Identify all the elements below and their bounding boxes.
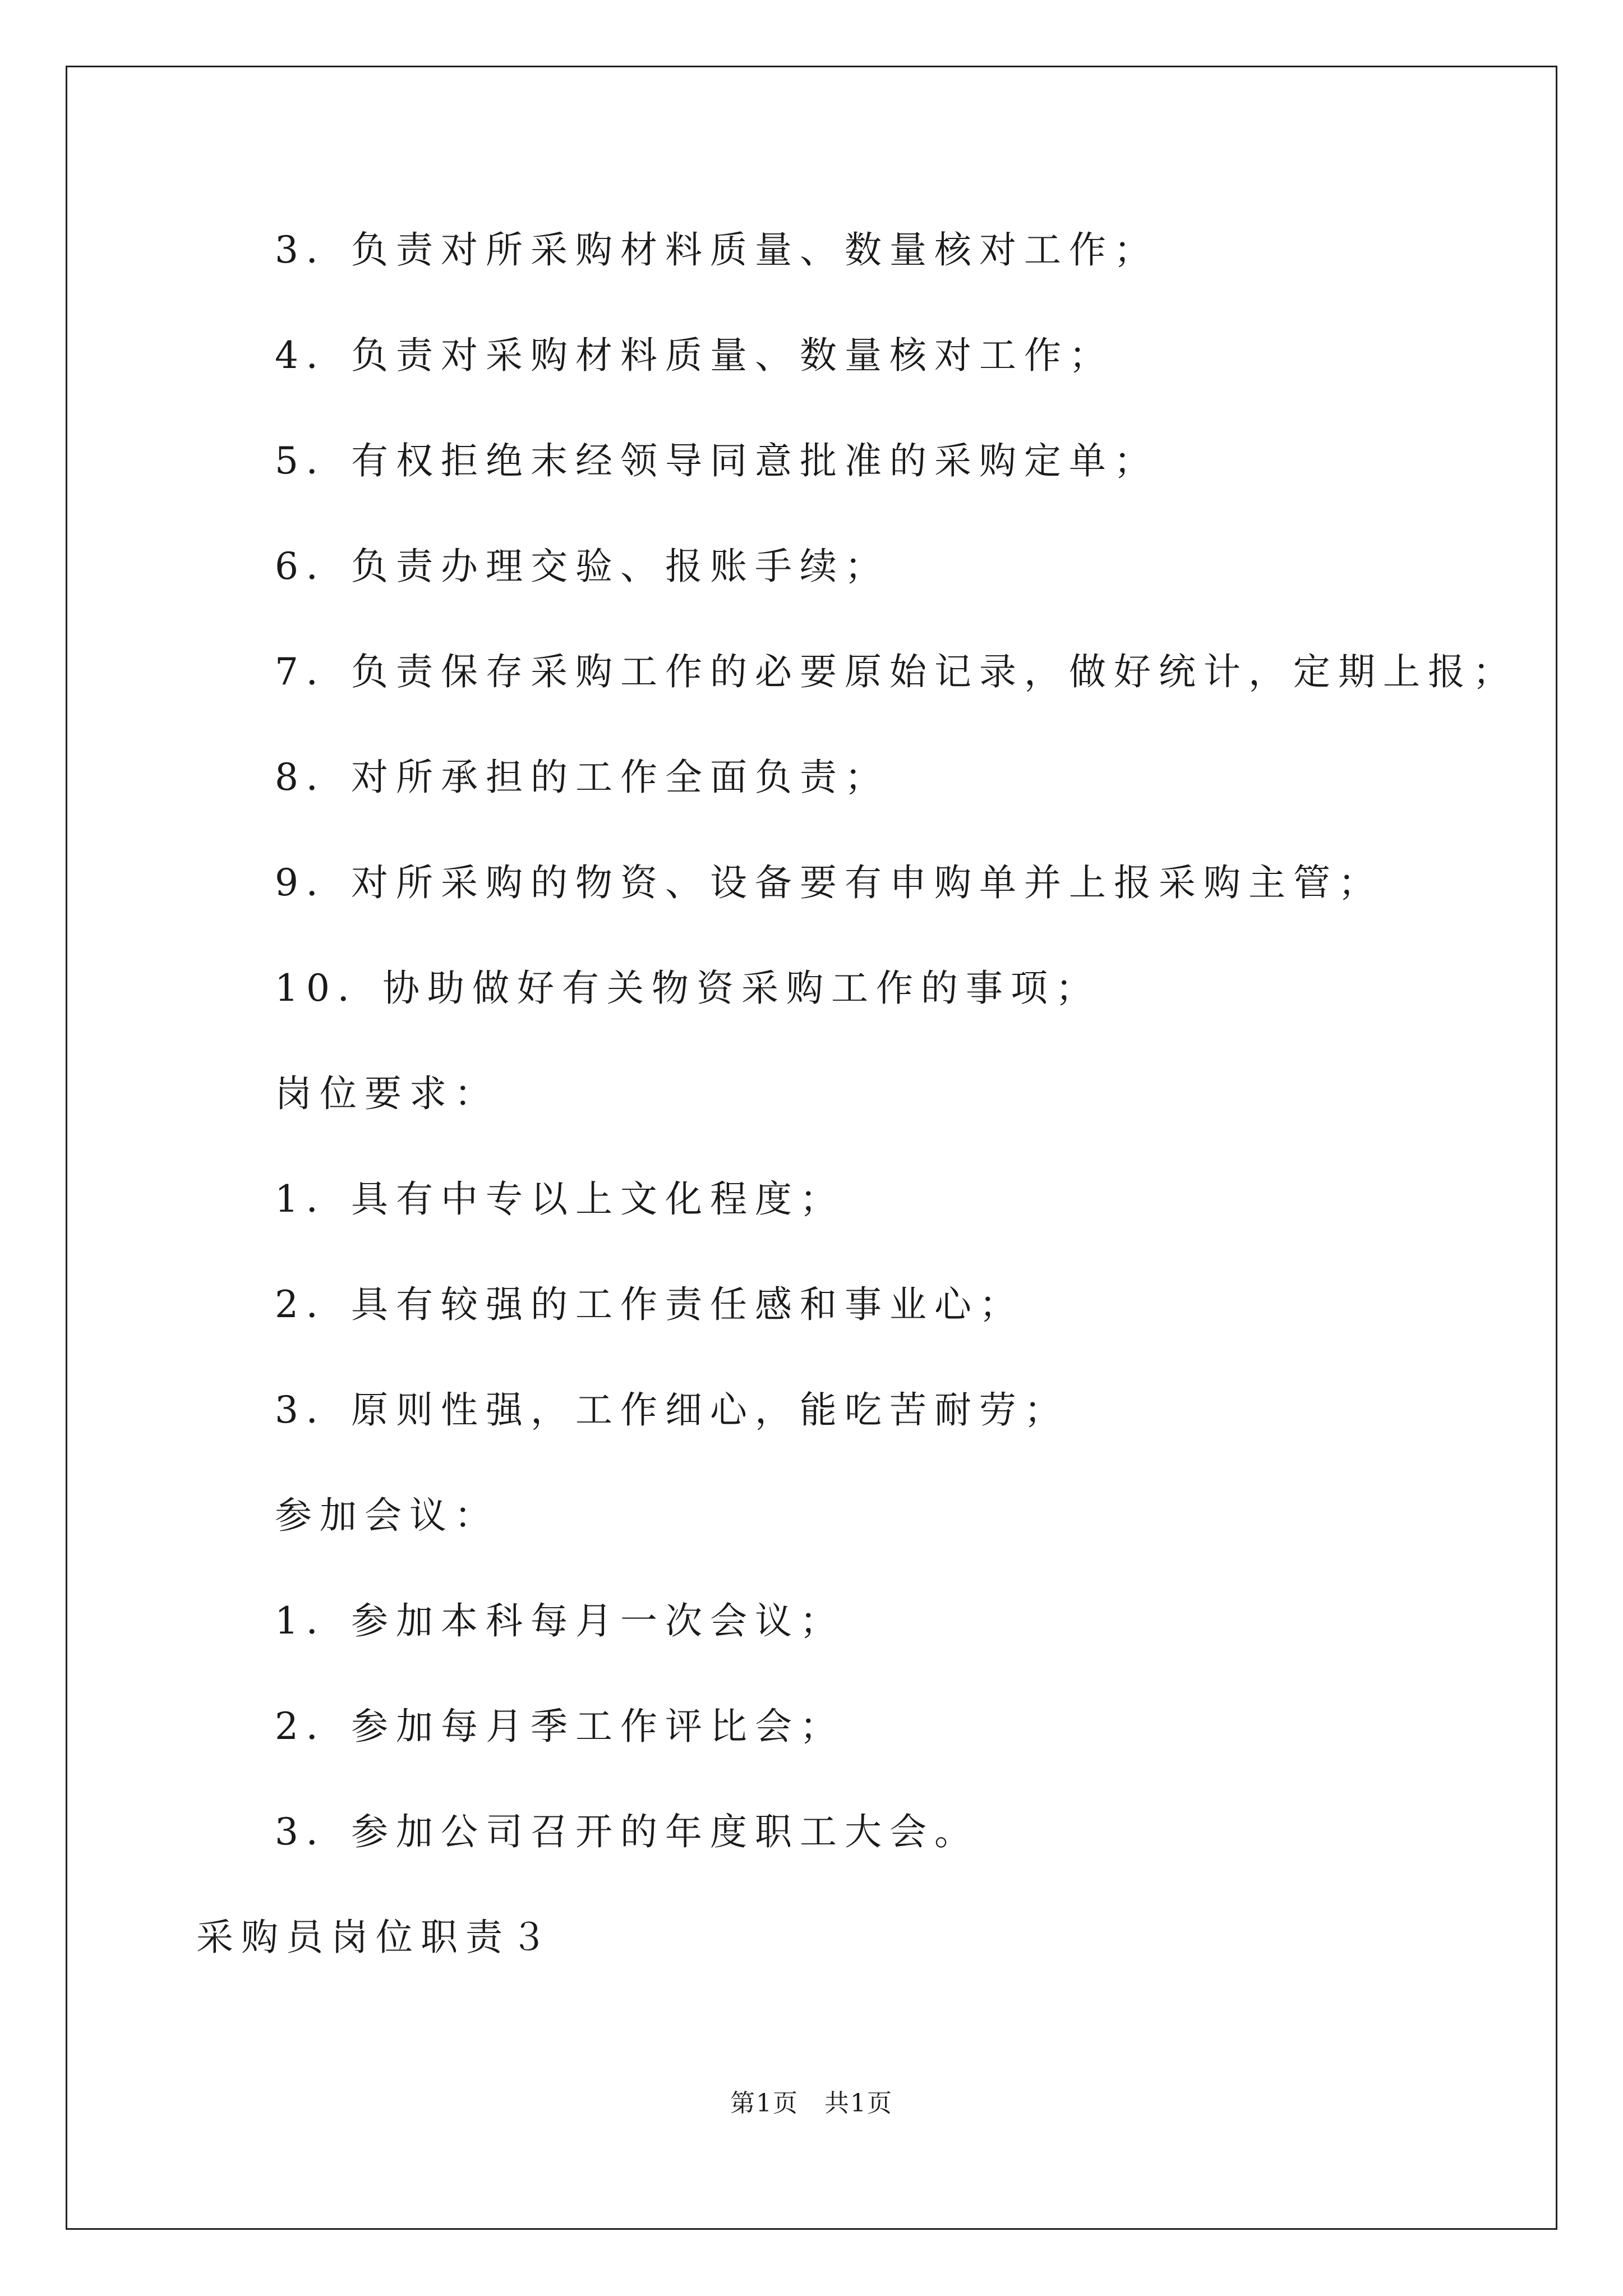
- requirement-item-1: 1．具有中专以上文化程度；: [275, 1177, 845, 1221]
- duty-item-10: 10．协助做好有关物资采购工作的事项；: [275, 967, 1100, 1010]
- page-border: [66, 66, 1557, 2230]
- page-footer: 第1页 共1页: [730, 2089, 893, 2118]
- meeting-item-1: 1．参加本科每月一次会议；: [275, 1599, 845, 1642]
- duty-item-9: 9．对所采购的物资、设备要有申购单并上报采购主管；: [275, 861, 1383, 904]
- meeting-item-2: 2．参加每月季工作评比会；: [275, 1705, 845, 1748]
- duty-item-7: 7．负责保存采购工作的必要原始记录，做好统计，定期上报；: [275, 650, 1518, 693]
- duty-item-6: 6．负责办理交验、报账手续；: [275, 545, 889, 588]
- requirement-item-3: 3．原则性强，工作细心，能吃苦耐劳；: [275, 1388, 1069, 1432]
- duty-item-5: 5．有权拒绝末经领导同意批准的采购定单；: [275, 439, 1159, 482]
- duty-item-4: 4．负责对采购材料质量、数量核对工作；: [275, 334, 1114, 377]
- duty-item-8: 8．对所承担的工作全面负责；: [275, 756, 889, 799]
- requirements-heading: 岗位要求：: [275, 1072, 499, 1115]
- meetings-heading: 参加会议：: [275, 1494, 499, 1537]
- duty-item-3: 3．负责对所采购材料质量、数量核对工作；: [275, 228, 1159, 272]
- requirement-item-2: 2．具有较强的工作责任感和事业心；: [275, 1283, 1024, 1326]
- meeting-item-3: 3．参加公司召开的年度职工大会。: [275, 1810, 979, 1853]
- section-title: 采购员岗位职责３: [196, 1916, 555, 1959]
